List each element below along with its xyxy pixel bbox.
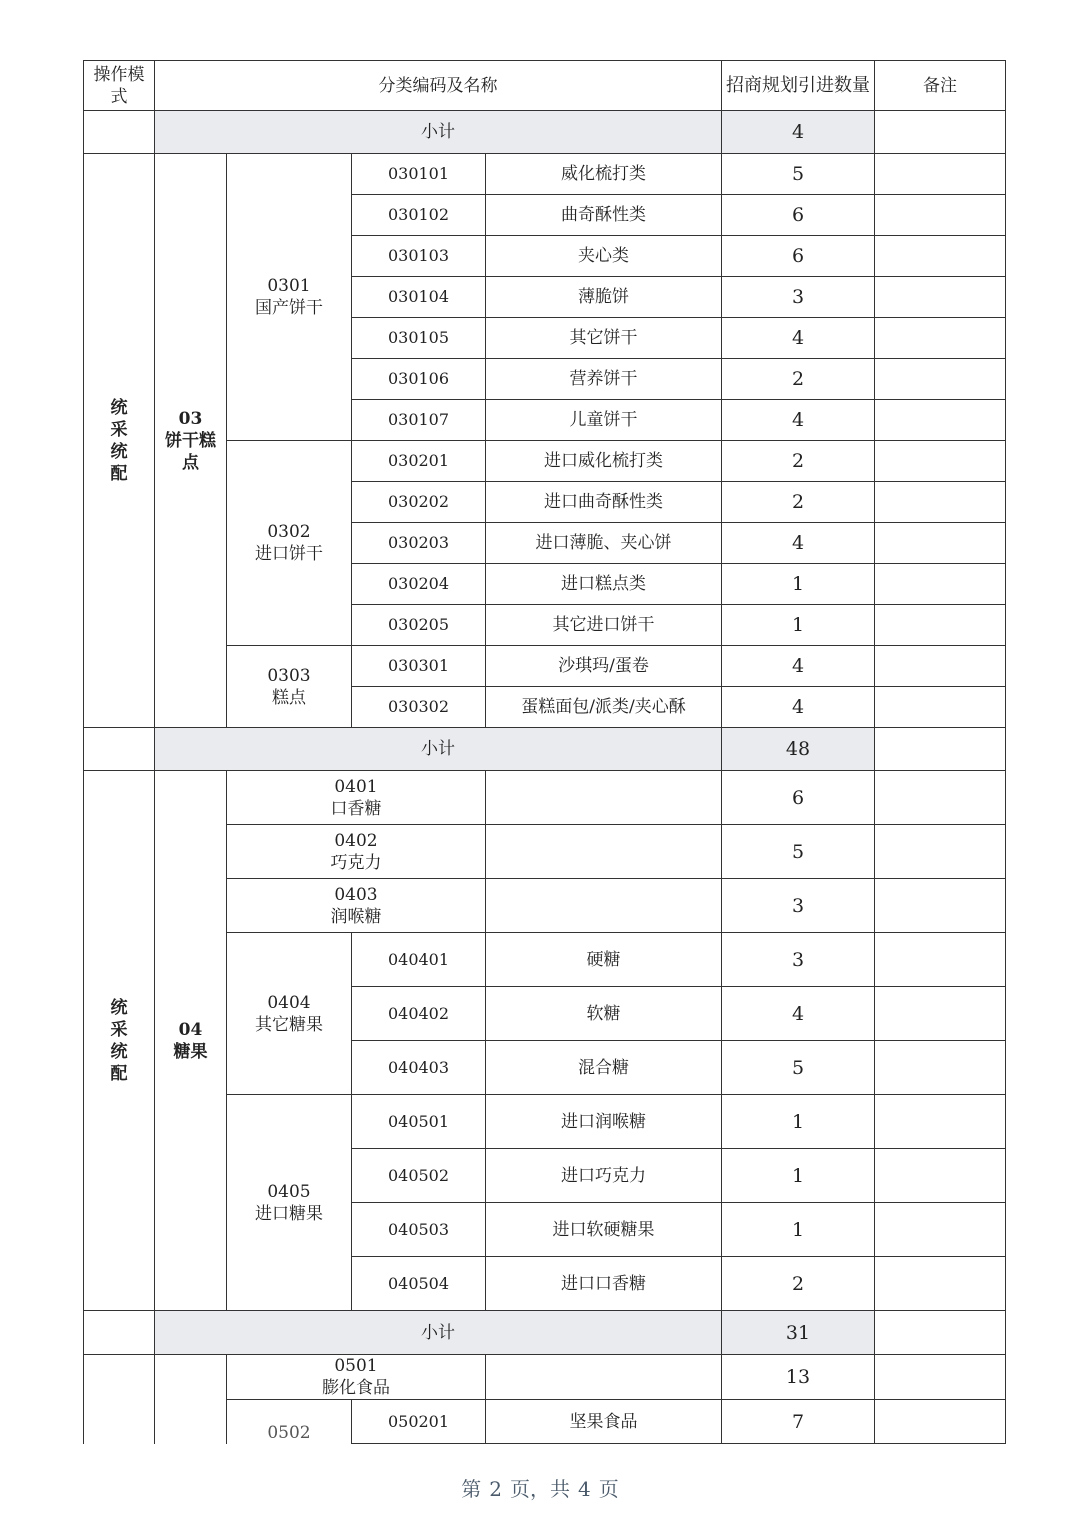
- item-name: 软糖: [486, 987, 722, 1041]
- item-quantity: 4: [722, 523, 875, 564]
- header-quantity: 招商规划引进数量: [722, 61, 875, 111]
- item-name: 进口威化梳打类: [486, 441, 722, 482]
- item-name: 营养饼干: [486, 359, 722, 400]
- remark-cell: [875, 400, 1006, 441]
- item-quantity: 5: [722, 154, 875, 195]
- item-name: 儿童饼干: [486, 400, 722, 441]
- remark-cell: [875, 1149, 1006, 1203]
- remark-cell: [875, 879, 1006, 933]
- group-cell-0502: 0502: [227, 1400, 352, 1444]
- group-cell-0301: 0301 国产饼干: [227, 154, 352, 441]
- footer-middle: 页，共: [510, 1477, 570, 1501]
- subtotal-row: [84, 728, 1006, 771]
- group-cell-0404: 0404 其它糖果: [227, 933, 352, 1095]
- item-code: 030103: [352, 236, 486, 277]
- item-quantity: 1: [722, 605, 875, 646]
- footer-page-number: 2: [489, 1477, 502, 1501]
- item-code: 030302: [352, 687, 486, 728]
- item-quantity: 4: [722, 646, 875, 687]
- group-cell-0405: 0405 进口糖果: [227, 1095, 352, 1311]
- remark-cell: [875, 825, 1006, 879]
- item-code: 040401: [352, 933, 486, 987]
- subtotal-row: [84, 111, 1006, 154]
- item-code: 040501: [352, 1095, 486, 1149]
- subtotal-value: 31: [722, 1311, 875, 1355]
- footer-total-pages: 4: [578, 1477, 591, 1501]
- remark-cell: [875, 1257, 1006, 1311]
- investment-plan-table: [83, 60, 1006, 1444]
- remark-cell: [875, 687, 1006, 728]
- item-code: 030203: [352, 523, 486, 564]
- item-code: 030301: [352, 646, 486, 687]
- item-quantity: 6: [722, 236, 875, 277]
- item-name: 进口润喉糖: [486, 1095, 722, 1149]
- item-name: 进口巧克力: [486, 1149, 722, 1203]
- category-cell-04: 04 糖果: [155, 771, 227, 1311]
- subcategory-cell: 0403 润喉糖: [227, 879, 486, 933]
- subtotal-value: 4: [722, 111, 875, 154]
- item-name: 威化梳打类: [486, 154, 722, 195]
- subtotal-label: 小计: [155, 728, 722, 771]
- item-quantity: 2: [722, 482, 875, 523]
- item-quantity: 5: [722, 825, 875, 879]
- item-name: 进口曲奇酥性类: [486, 482, 722, 523]
- item-name: 曲奇酥性类: [486, 195, 722, 236]
- subtotal-row: [84, 1311, 1006, 1355]
- item-quantity: 6: [722, 771, 875, 825]
- page-footer: [0, 1473, 1080, 1502]
- footer-prefix: 第: [461, 1477, 482, 1501]
- item-code: 030202: [352, 482, 486, 523]
- remark-cell: [875, 605, 1006, 646]
- remark-cell: [875, 933, 1006, 987]
- subtotal-label: 小计: [155, 111, 722, 154]
- item-quantity: 5: [722, 1041, 875, 1095]
- remark-cell: [875, 441, 1006, 482]
- remark-cell: [875, 1095, 1006, 1149]
- item-code: 030201: [352, 441, 486, 482]
- table-row: [84, 1355, 1006, 1400]
- header-category: 分类编码及名称: [155, 61, 722, 111]
- group-cell-0303: 0303 糕点: [227, 646, 352, 728]
- item-quantity: 1: [722, 1095, 875, 1149]
- item-name: 其它进口饼干: [486, 605, 722, 646]
- subcategory-cell: 0402 巧克力: [227, 825, 486, 879]
- header-mode: 操作模式: [84, 61, 155, 111]
- item-quantity: 13: [722, 1355, 875, 1400]
- remark-cell: [875, 1355, 1006, 1400]
- item-quantity: 2: [722, 1257, 875, 1311]
- remark-cell: [875, 1400, 1006, 1444]
- table-row: [84, 771, 1006, 825]
- item-code: 040502: [352, 1149, 486, 1203]
- item-name: 薄脆饼: [486, 277, 722, 318]
- remark-cell: [875, 523, 1006, 564]
- item-name: 蛋糕面包/派类/夹心酥: [486, 687, 722, 728]
- item-quantity: 1: [722, 564, 875, 605]
- item-quantity: 3: [722, 879, 875, 933]
- remark-cell: [875, 195, 1006, 236]
- remark-cell: [875, 771, 1006, 825]
- item-code: 050201: [352, 1400, 486, 1444]
- item-code: 030205: [352, 605, 486, 646]
- remark-cell: [875, 987, 1006, 1041]
- item-quantity: 7: [722, 1400, 875, 1444]
- remark-cell: [875, 277, 1006, 318]
- item-quantity: 2: [722, 359, 875, 400]
- item-quantity: 6: [722, 195, 875, 236]
- subcategory-cell: 0401 口香糖: [227, 771, 486, 825]
- item-name: 硬糖: [486, 933, 722, 987]
- category-cell-03: 03 饼干糕点: [155, 154, 227, 728]
- item-code: 040402: [352, 987, 486, 1041]
- item-code: 040504: [352, 1257, 486, 1311]
- item-code: 040503: [352, 1203, 486, 1257]
- item-code: 040403: [352, 1041, 486, 1095]
- item-name: 其它饼干: [486, 318, 722, 359]
- item-code: 030107: [352, 400, 486, 441]
- remark-cell: [875, 482, 1006, 523]
- remark-cell: [875, 318, 1006, 359]
- item-quantity: 3: [722, 277, 875, 318]
- item-quantity: 1: [722, 1203, 875, 1257]
- item-code: 030102: [352, 195, 486, 236]
- item-name: 进口糕点类: [486, 564, 722, 605]
- item-quantity: 4: [722, 318, 875, 359]
- item-code: 030106: [352, 359, 486, 400]
- remark-cell: [875, 236, 1006, 277]
- header-remark: 备注: [875, 61, 1006, 111]
- item-quantity: 4: [722, 687, 875, 728]
- item-quantity: 4: [722, 987, 875, 1041]
- table-row: [84, 154, 1006, 195]
- remark-cell: [875, 359, 1006, 400]
- remark-cell: [875, 1041, 1006, 1095]
- item-name: 沙琪玛/蛋卷: [486, 646, 722, 687]
- item-quantity: 3: [722, 933, 875, 987]
- item-name: 夹心类: [486, 236, 722, 277]
- subtotal-value: 48: [722, 728, 875, 771]
- subcategory-cell: 0501 膨化食品: [227, 1355, 486, 1400]
- header-row: [84, 61, 1006, 111]
- item-name: 进口软硬糖果: [486, 1203, 722, 1257]
- item-name: 进口口香糖: [486, 1257, 722, 1311]
- remark-cell: [875, 154, 1006, 195]
- item-code: 030104: [352, 277, 486, 318]
- item-code: 030101: [352, 154, 486, 195]
- operation-mode-cell: 统采统配: [84, 154, 155, 728]
- item-quantity: 1: [722, 1149, 875, 1203]
- remark-cell: [875, 564, 1006, 605]
- footer-suffix: 页: [598, 1477, 619, 1501]
- remark-cell: [875, 1203, 1006, 1257]
- item-quantity: 4: [722, 400, 875, 441]
- item-name: 进口薄脆、夹心饼: [486, 523, 722, 564]
- subtotal-label: 小计: [155, 1311, 722, 1355]
- item-code: 030105: [352, 318, 486, 359]
- operation-mode-cell: 统采统配: [84, 771, 155, 1311]
- group-cell-0302: 0302 进口饼干: [227, 441, 352, 646]
- item-code: 030204: [352, 564, 486, 605]
- remark-cell: [875, 646, 1006, 687]
- item-name: 坚果食品: [486, 1400, 722, 1444]
- item-name: 混合糖: [486, 1041, 722, 1095]
- item-quantity: 2: [722, 441, 875, 482]
